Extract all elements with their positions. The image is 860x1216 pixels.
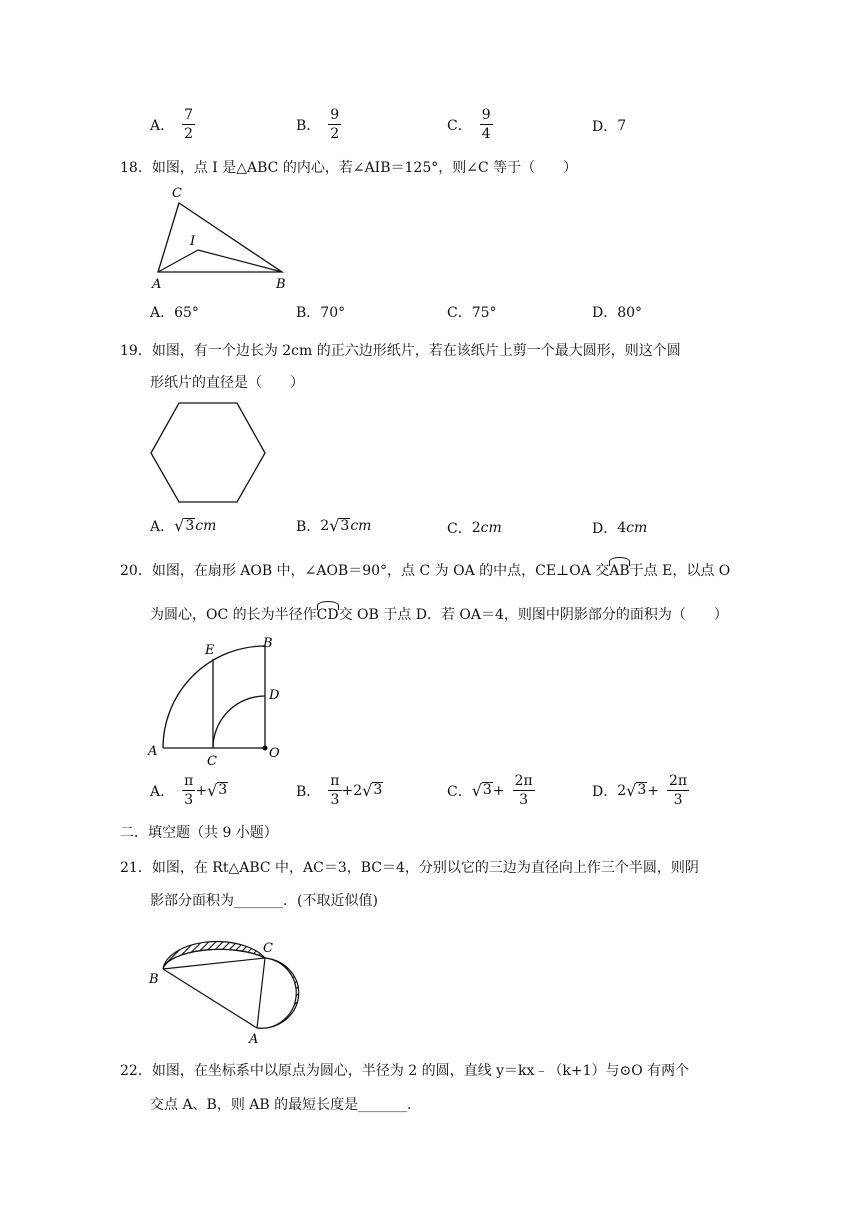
fraction: $\frac{9}{4}$ xyxy=(481,107,491,142)
point-o xyxy=(263,746,268,751)
label-c: C xyxy=(207,754,217,769)
square-root: √ 3 xyxy=(471,780,492,800)
square-root: √ 3 xyxy=(329,516,350,536)
segment-bc xyxy=(163,958,265,969)
q19-option-a: A． √ 3 cm xyxy=(150,516,217,536)
q20-stem-line2: 为圆心，OC 的长为半径作CD交 OB 于点 D．若 OA＝4，则图中阴影部分的面积为（ ） xyxy=(150,607,728,623)
label-a: A xyxy=(148,744,158,759)
fraction: $\frac{2\pi}{3}$ xyxy=(669,773,688,808)
q17-option-b: B． $\frac{9}{2}$ xyxy=(296,107,340,142)
q19-stem-line2: 形纸片的直径是（ ） xyxy=(150,375,304,391)
square-root: √ 3 xyxy=(626,780,647,800)
q20-option-d: D． 2 √ 3 + $\frac{2\pi}{3}$ xyxy=(592,773,688,808)
segment-bi xyxy=(198,250,282,272)
q18-option-a: A．65° xyxy=(150,305,199,321)
shaded-lune-bc xyxy=(163,942,265,969)
label-i: I xyxy=(190,234,196,249)
section-heading-fill-blank: 二．填空题（共 9 小题） xyxy=(120,825,278,841)
fraction: $\frac{7}{2}$ xyxy=(184,107,194,142)
segment-ba xyxy=(163,969,257,1028)
fraction: $\frac{\pi}{3}$ xyxy=(184,773,194,808)
q17-option-d: D． 7 xyxy=(592,118,627,135)
label-e: E xyxy=(205,643,215,658)
q18-triangle-figure xyxy=(150,185,295,295)
q21-semicircles-figure xyxy=(145,920,305,1045)
q18-option-c: C．75° xyxy=(447,305,497,321)
q17-option-a: A． $\frac{7}{2}$ xyxy=(150,107,194,142)
label-a: A xyxy=(249,1032,259,1047)
fraction: $\frac{\pi}{3}$ xyxy=(330,773,340,808)
arc-cd-curve xyxy=(213,696,265,748)
q19-option-b: B． 2 √ 3 cm xyxy=(296,516,372,536)
q18-stem: 18．如图，点 I 是△ABC 的内心，若∠AIB＝125°，则∠C 等于（ ） xyxy=(120,160,578,176)
q20-option-a: A． $\frac{\pi}{3}$ + √ 3 xyxy=(150,773,228,808)
q19-option-c: C． 2 cm xyxy=(447,520,502,537)
label-b: B xyxy=(276,277,286,292)
square-root: √ 3 xyxy=(207,780,228,800)
q22-stem-line1: 22．如图，在坐标系中以原点为圆心，半径为 2 的圆，直线 y＝kx﹣（k+1）与⊙O 有两个 xyxy=(120,1063,690,1079)
arc-ab-curve xyxy=(163,646,265,748)
label-c: C xyxy=(263,941,273,956)
q21-stem-line2: 影部分面积为_______．(不取近似值) xyxy=(150,893,378,909)
q20-stem-line1: 20．如图，在扇形 AOB 中，∠AOB＝90°，点 C 为 OA 的中点，CE⊥OA 交AB于点 E，以点 O xyxy=(120,563,731,579)
q21-stem-line1: 21．如图，在 Rt△ABC 中，AC＝3，BC＝4，分别以它的三边为直径向上作三个半圆，则阴 xyxy=(120,860,699,876)
q17-option-c: C． $\frac{9}{4}$ xyxy=(447,107,491,142)
q19-hexagon-figure xyxy=(148,402,268,504)
label-c: C xyxy=(172,186,182,201)
q18-option-b: B．70° xyxy=(296,305,346,321)
square-root: √ 3 xyxy=(174,516,195,536)
regular-hexagon xyxy=(151,403,265,502)
arc-cd: CD xyxy=(316,607,339,623)
q20-option-b: B． $\frac{\pi}{3}$ +2 √ 3 xyxy=(296,773,383,808)
segment-ca xyxy=(257,958,265,1028)
fraction: $\frac{9}{2}$ xyxy=(330,107,340,142)
q22-stem-line2: 交点 A、B，则 AB 的最短长度是_______． xyxy=(150,1097,422,1113)
q18-option-d: D．80° xyxy=(592,305,643,321)
q19-option-d: D． 4 cm xyxy=(592,520,648,537)
fraction: $\frac{2\pi}{3}$ xyxy=(514,773,533,808)
square-root: √ 3 xyxy=(362,780,383,800)
label-a: A xyxy=(152,277,162,292)
q19-stem-line1: 19．如图，有一个边长为 2cm 的正六边形纸片，若在该纸片上剪一个最大圆形，则这个圆 xyxy=(120,343,681,359)
label-d: D xyxy=(269,688,280,703)
label-o: O xyxy=(269,746,280,761)
label-b: B xyxy=(263,636,273,651)
q20-option-c: C． √ 3 + $\frac{2\pi}{3}$ xyxy=(447,773,533,808)
arc-ab: AB xyxy=(609,563,630,579)
q20-sector-figure xyxy=(145,635,290,770)
label-b: B xyxy=(149,972,159,987)
